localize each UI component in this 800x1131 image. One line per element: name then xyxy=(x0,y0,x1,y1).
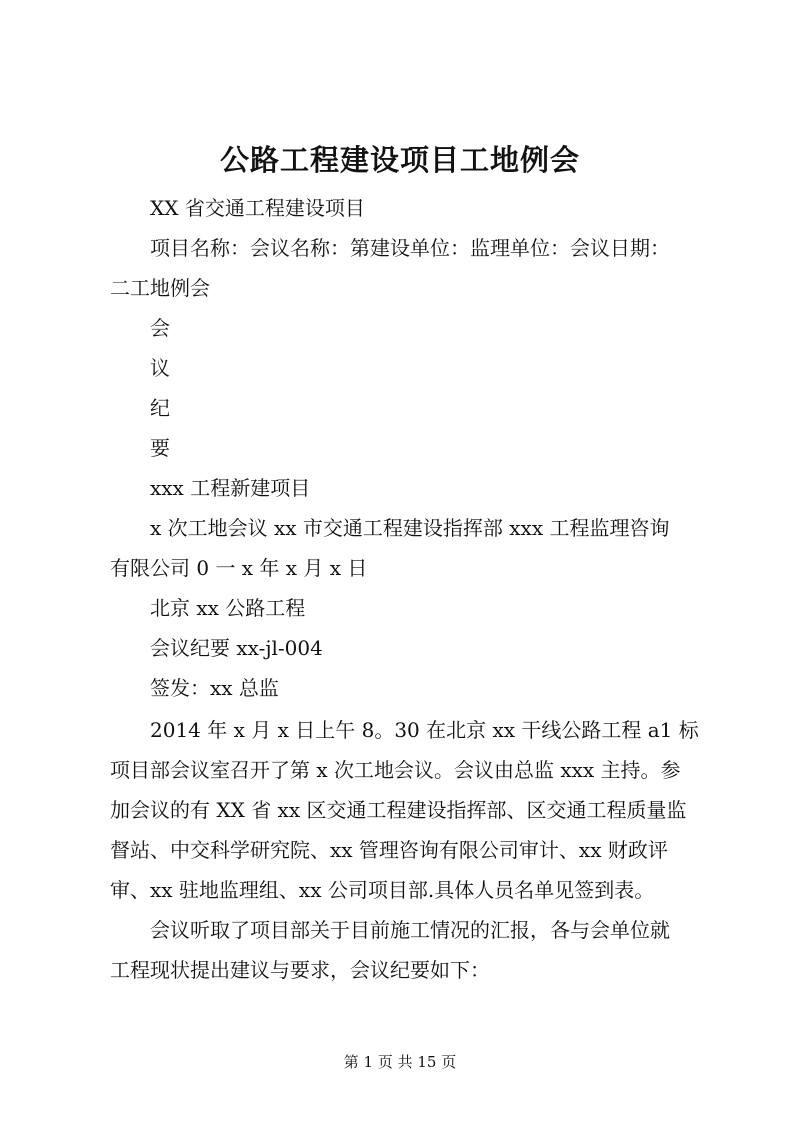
page-footer: 第 1 页 共 15 页 xyxy=(343,1053,457,1071)
location-line: 北京 xx 公路工程 xyxy=(150,596,306,620)
paragraph-2-line-2: 工程现状提出建议与要求，会议纪要如下： xyxy=(110,958,490,982)
meeting-type-line: 二工地例会 xyxy=(110,276,210,300)
vertical-char-4: 要 xyxy=(150,436,170,460)
paragraph-1-line-5: 审、xx 驻地监理组、xx 公司项目部.具体人员名单见签到表。 xyxy=(110,878,655,902)
project-name-line: xxx 工程新建项目 xyxy=(150,476,311,500)
document-title: 公路工程建设项目工地例会 xyxy=(219,143,580,177)
paragraph-1-line-2: 项目部会议室召开了第 x 次工地会议。会议由总监 xxx 主持。参 xyxy=(110,758,681,782)
paragraph-1-line-4: 督站、中交科学研究院、xx 管理咨询有限公司审计、xx 财政评 xyxy=(110,838,668,862)
organizer-line: x 次工地会议 xx 市交通工程建设指挥部 xxx 工程监理咨询 xyxy=(150,516,670,540)
vertical-char-1: 会 xyxy=(150,316,170,340)
minutes-number-line: 会议纪要 xx-jl-004 xyxy=(150,636,323,660)
paragraph-2-line-1: 会议听取了项目部关于目前施工情况的汇报，各与会单位就 xyxy=(150,918,670,942)
project-header-line: XX 省交通工程建设项目 xyxy=(150,196,365,220)
paragraph-1-line-1: 2014 年 x 月 x 日上午 8。30 在北京 xx 干线公路工程 a1 标 xyxy=(150,718,699,742)
vertical-char-3: 纪 xyxy=(150,396,170,420)
organizer-line-cont: 有限公司 0 一 x 年 x 月 x 日 xyxy=(110,556,368,580)
meeting-info-line: 项目名称：会议名称：第建设单位：监理单位：会议日期： xyxy=(150,236,670,260)
vertical-char-2: 议 xyxy=(150,356,170,380)
issuer-line: 签发：xx 总监 xyxy=(150,676,279,700)
paragraph-1-line-3: 加会议的有 XX 省 xx 区交通工程建设指挥部、区交通工程质量监 xyxy=(110,798,687,822)
